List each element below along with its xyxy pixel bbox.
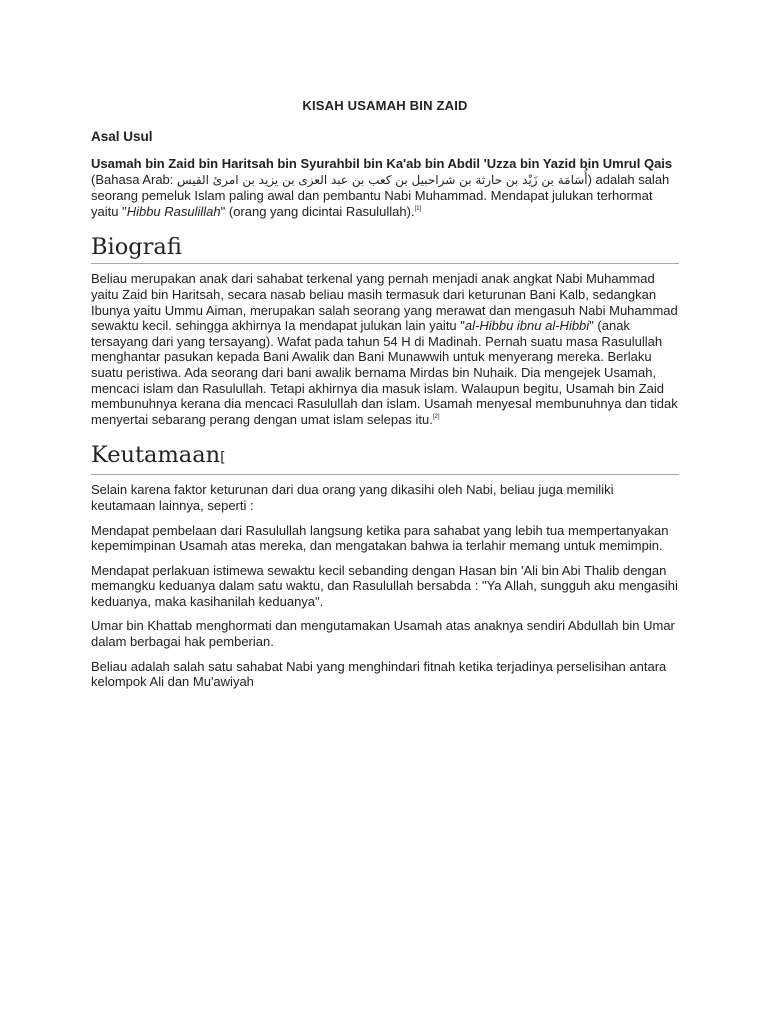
intro-paragraph: [91, 156, 679, 219]
biografi-italic: al-Hibbu ibnu al-Hibbi: [464, 318, 590, 334]
keutamaan-paragraph-5: Beliau adalah salah satu sahabat Nabi yang menghindari fitnah ketika terjadinya perselisihan antara kelompok Ali dan Mu'awiyah: [91, 658, 667, 690]
julukan-italic: Hibbu Rasulillah: [126, 203, 221, 219]
keutamaan-paragraph-4: Umar bin Khattab menghormati dan mengutamakan Usamah atas anaknya sendiri Abdullah bin Umar dalam berbagai hak pemberian.: [91, 618, 675, 650]
biografi-heading: Biografi: [91, 233, 679, 264]
keutamaan-paragraph-1: Selain karena faktor keturunan dari dua orang yang dikasihi oleh Nabi, beliau juga memiliki keutamaan lainnya, seperti :: [91, 482, 614, 513]
keutamaan-paragraph-2: Mendapat pembelaan dari Rasulullah langsung ketika para sahabat yang lebih tua mempertanyakan kepemimpinan Usamah atas mereka, dan mengatakan bahwa ia terlahir memang untuk memimpin.: [91, 522, 669, 554]
intro-after-arabic: ) adalah salah seorang pemeluk Islam paling awal dan pembantu Nabi Muhammad. Mendapat julukan terhormat yaitu ": [91, 171, 670, 219]
document-title: KISAH USAMAH BIN ZAID: [302, 98, 468, 113]
intro-paren-open: (Bahasa Arab:: [91, 171, 177, 187]
arabic-name: أُسَامَة بن زَيْد بن حارثة بن شراحبيل بن كعب بن عبد العزى بن يزيد بن امرئ القيس: [177, 172, 588, 187]
intro-after-julukan: " (orang yang dicintai Rasulullah).: [220, 203, 415, 219]
keutamaan-heading-bracket: [: [220, 450, 226, 467]
document-page: [91, 98, 679, 699]
footnote-ref-2[interactable]: [2]: [432, 413, 440, 420]
biografi-text-before: Beliau merupakan anak dari sahabat terkenal yang pernah menjadi anak angkat Nabi Muhammad yaitu Zaid bin Haritsah, secara nasab beliau masih termasuk dari keturunan Bani Kalb, sedangkan Ibunya yaitu Ummu Aiman, merupakan salah seorang yang merawat dan mengasuh Nabi Muhammad sewaktu kecil. sehingga akhirnya Ia mendapat julukan lain yaitu ": [91, 271, 678, 334]
footnote-ref-1[interactable]: [1]: [414, 205, 422, 212]
keutamaan-heading: [91, 441, 679, 475]
biografi-paragraph: [91, 271, 679, 427]
keutamaan-paragraph-3: Mendapat perlakuan istimewa sewaktu kecil sebanding dengan Hasan bin 'Ali bin Abi Thalib dengan memangku keduanya dalam satu waktu, dan Rasulullah bersabda : "Ya Allah, sungguh aku mengasihi keduanya, maka kasihanilah keduanya".: [91, 562, 678, 609]
biografi-text-after: " (anak tersayang dari yang tersayang). Wafat pada tahun 54 H di Madinah. Pernah suatu masa Rasulullah menghantar pasukan kepada Bani Awalik dan Bani Munawwih untuk menyerang mereka. Berlaku suatu peristiwa. Ada seorang dari bani awalik bernama Mirdas bin Nuhaik. Dia mengejek Usamah, mencaci islam dan Rasulullah. Tetapi akhirnya dia masuk islam. Walaupun begitu, Usamah bin Zaid membunuhnya kerana dia mencaci Rasulullah dan islam. Usamah menyesal membunuhnya dan tidak menyertai sebarang perang dengan umat islam selepas itu.: [91, 318, 678, 427]
full-name: Usamah bin Zaid bin Haritsah bin Syurahbil bin Ka'ab bin Abdil 'Uzza bin Yazid bin Umrul Qais: [91, 156, 673, 171]
asal-usul-heading: Asal Usul: [91, 129, 153, 144]
keutamaan-heading-text: Keutamaan: [91, 442, 221, 469]
